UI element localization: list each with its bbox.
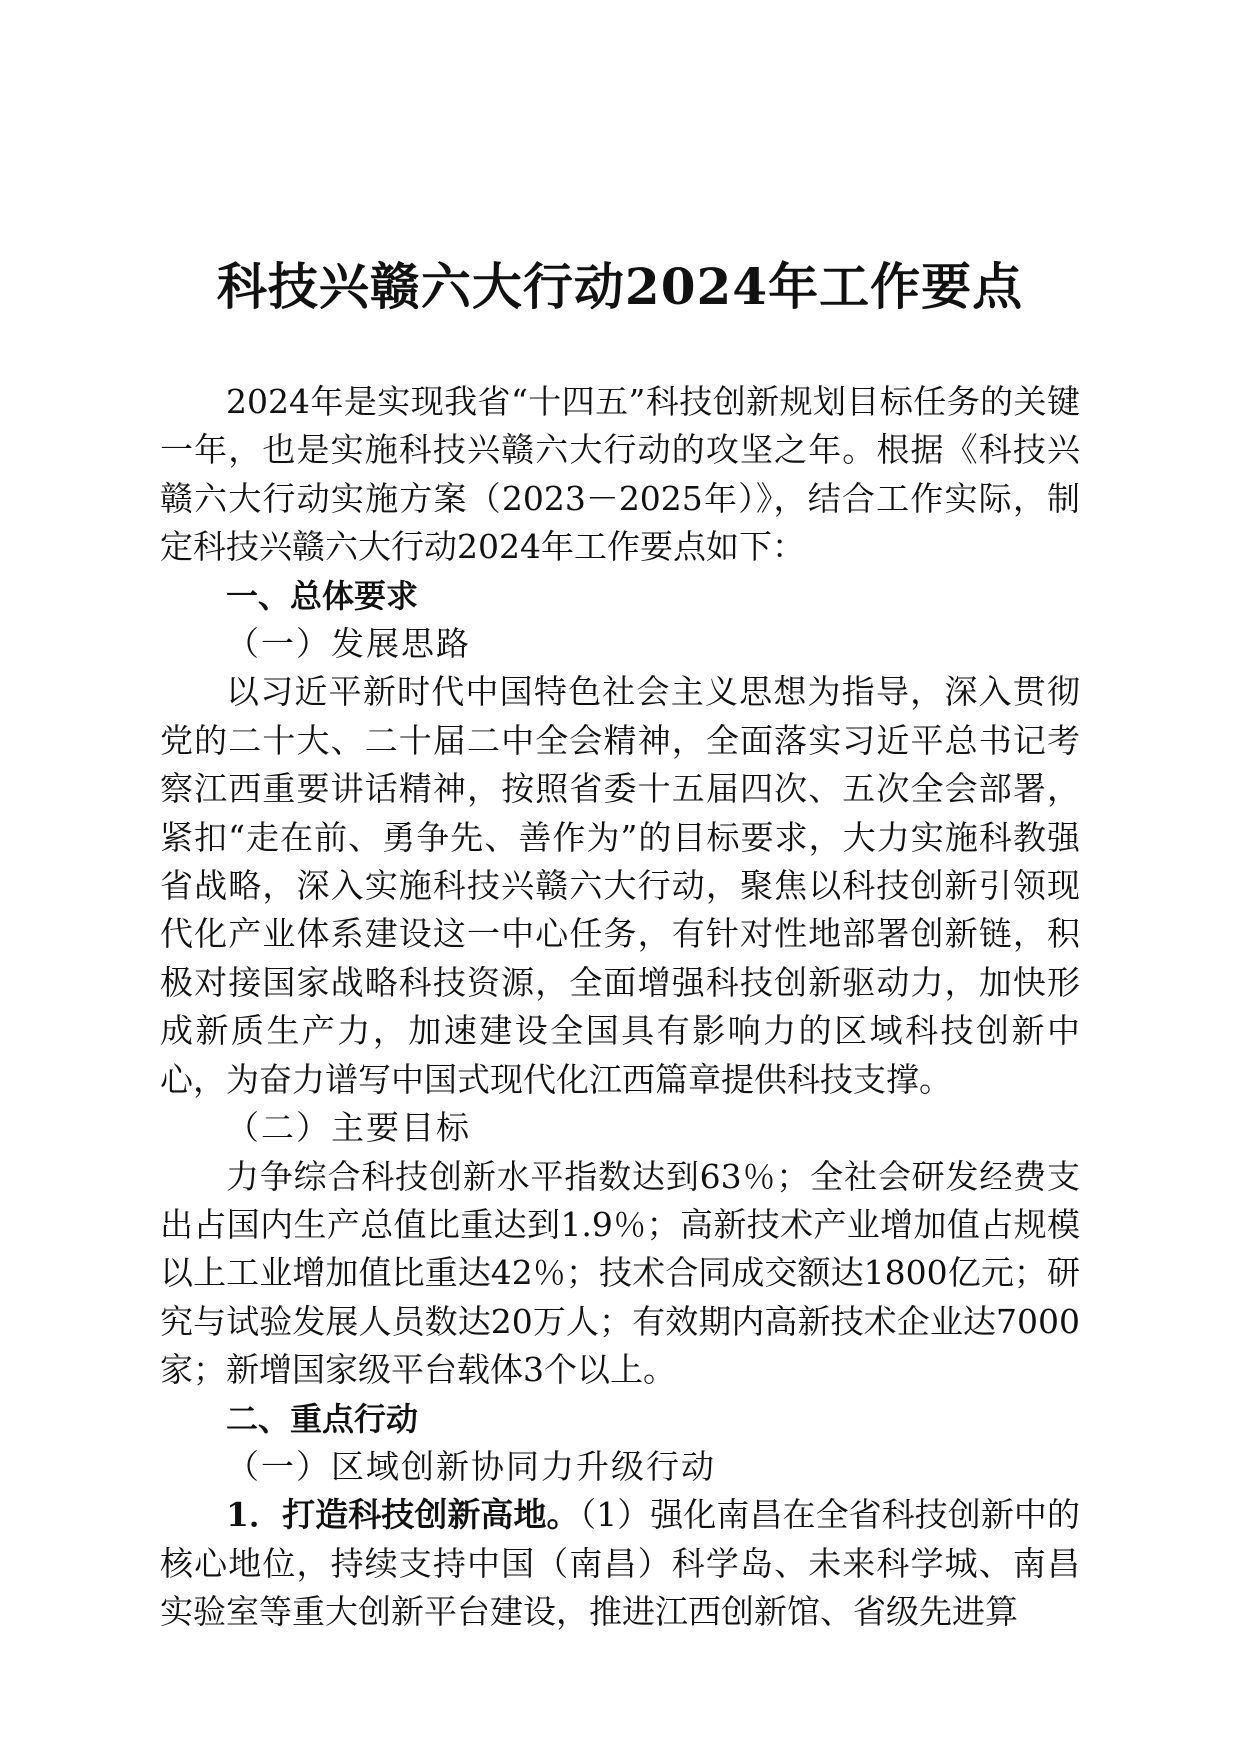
subsection-heading-main-goals	[160, 1104, 1080, 1152]
item-paragraph-innovation-highland	[160, 1491, 1080, 1636]
development-ideas-paragraph: 以习近平新时代中国特色社会主义思想为指导，深入贯彻党的二十大、二十届二中全会精神，全面落实习近平总书记考察江西重要讲话精神，按照省委十五届四次、五次全会部署，紧扣“走在前、勇争先、善作为”的目标要求，大力实施科教强省战略，深入实施科技兴赣六大行动，聚焦以科技创新引领现代化产业体系建设这一中心任务，有针对性地部署创新链，积极对接国家战略科技资源，全面增强科技创新驱动力，加快形成新质生产力，加速建设全国具有影响力的区域科技创新中心，为奋力谱写中国式现代化江西篇章提供科技支撑。	[160, 672, 1080, 1099]
item-text: （1）强化南昌在全省科技创新中的核心地位，持续支持中国（南昌）科学岛、未来科学城、南昌实验室等重大创新平台建设，推进江西创新馆、省级先进算	[160, 1495, 1080, 1632]
main-goals-paragraph: 力争综合科技创新水平指数达到63％；全社会研发经费支出占国内生产总值比重达到1.9％；高新技术产业增加值占规模以上工业增加值比重达42％；技术合同成交额达1800亿元；研究与试验发展人员数达20万人；有效期内高新技术企业达7000家；新增国家级平台载体3个以上。	[160, 1156, 1080, 1390]
item-lead: 1．打造科技创新高地。	[226, 1495, 580, 1535]
subsection-heading-label: （二）主要目标	[226, 1108, 471, 1148]
intro-paragraph: 2024年是实现我省“十四五”科技创新规划目标任务的关键一年，也是实施科技兴赣六大行动的攻坚之年。根据《科技兴赣六大行动实施方案（2023－2025年）》，结合工作实际，制定科技兴赣六大行动2024年工作要点如下：	[160, 382, 1080, 567]
subsection-heading-label: （一）发展思路	[226, 624, 471, 664]
subsection-heading-regional-innovation	[160, 1443, 1080, 1491]
document-body	[160, 378, 1080, 1637]
section-heading-key-actions: 二、重点行动	[226, 1399, 419, 1438]
subsection-heading-label: （一）区域创新协同力升级行动	[226, 1446, 716, 1486]
subsection-heading-development-ideas	[160, 620, 1080, 668]
document-title: 科技兴赣六大行动2024年工作要点	[216, 257, 1024, 316]
section-heading-overall-requirements: 一、总体要求	[226, 576, 419, 615]
